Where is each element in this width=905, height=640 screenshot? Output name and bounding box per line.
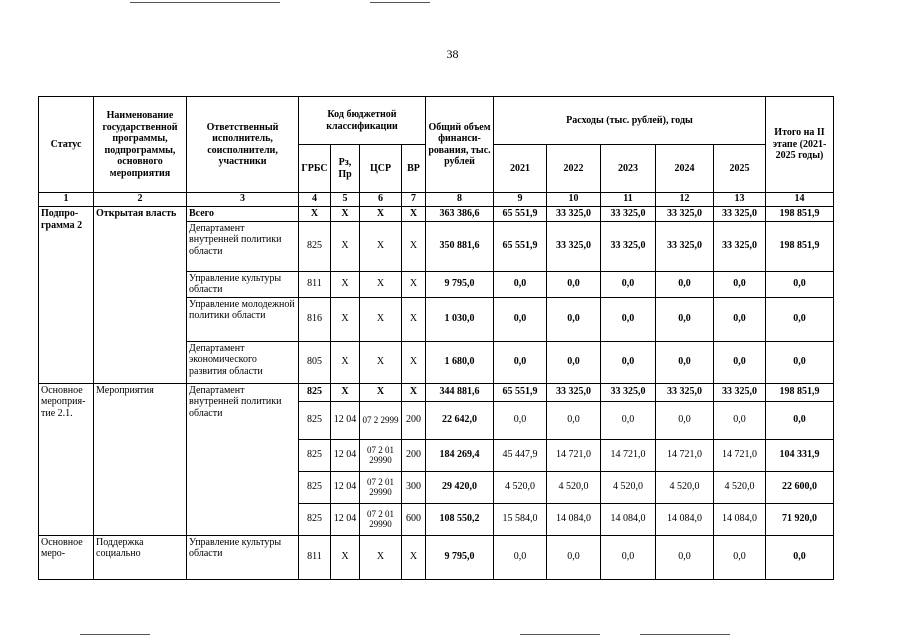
year-value-cell: 14 084,0 — [656, 503, 714, 535]
header-executor: Ответственный исполнитель, соисполнители, участники — [187, 97, 299, 193]
year-value-cell: 33 325,0 — [547, 221, 601, 271]
csr-cell: Х — [360, 535, 402, 579]
column-number: 5 — [331, 193, 360, 207]
grbs-cell: 805 — [299, 341, 331, 383]
year-value-cell: 0,0 — [714, 535, 766, 579]
year-value-cell: 14 721,0 — [547, 439, 601, 471]
year-value-cell: 65 551,9 — [494, 221, 547, 271]
column-number: 2 — [94, 193, 187, 207]
year-value-cell: 33 325,0 — [601, 221, 656, 271]
scan-edge-line — [370, 2, 430, 3]
year-value-cell: 33 325,0 — [547, 383, 601, 401]
status-cell: Основное мероприя-тие 2.1. — [39, 383, 94, 535]
total-cell: 363 386,6 — [426, 207, 494, 222]
vr-cell: 200 — [402, 401, 426, 439]
stage-total-cell: 0,0 — [766, 271, 834, 297]
rzpr-cell: Х — [331, 221, 360, 271]
executor-cell: Всего — [187, 207, 299, 222]
vr-cell: Х — [402, 221, 426, 271]
total-cell: 9 795,0 — [426, 271, 494, 297]
rzpr-cell: Х — [331, 297, 360, 341]
scan-edge-line — [520, 634, 600, 635]
executor-cell: Управление культуры области — [187, 535, 299, 579]
vr-cell: Х — [402, 271, 426, 297]
year-value-cell: 0,0 — [494, 271, 547, 297]
name-cell: Открытая власть — [94, 207, 187, 384]
year-value-cell: 0,0 — [494, 297, 547, 341]
rzpr-cell: 12 04 — [331, 439, 360, 471]
year-value-cell: 0,0 — [547, 297, 601, 341]
year-value-cell: 0,0 — [714, 401, 766, 439]
year-value-cell: 0,0 — [714, 271, 766, 297]
grbs-cell: 811 — [299, 535, 331, 579]
year-value-cell: 4 520,0 — [547, 471, 601, 503]
column-number: 12 — [656, 193, 714, 207]
grbs-cell: 811 — [299, 271, 331, 297]
year-value-cell: 0,0 — [656, 535, 714, 579]
grbs-cell: Х — [299, 207, 331, 222]
csr-cell: Х — [360, 207, 402, 222]
year-value-cell: 33 325,0 — [656, 383, 714, 401]
rzpr-cell: 12 04 — [331, 471, 360, 503]
executor-cell: Управление культуры области — [187, 271, 299, 297]
csr-cell: Х — [360, 271, 402, 297]
grbs-cell: 825 — [299, 221, 331, 271]
budget-table — [38, 96, 834, 580]
year-value-cell: 15 584,0 — [494, 503, 547, 535]
vr-cell: Х — [402, 297, 426, 341]
header-year-2021: 2021 — [494, 145, 547, 193]
csr-cell: 07 2 01 29990 — [360, 439, 402, 471]
year-value-cell: 0,0 — [547, 401, 601, 439]
year-value-cell: 45 447,9 — [494, 439, 547, 471]
vr-cell: 600 — [402, 503, 426, 535]
year-value-cell: 0,0 — [494, 535, 547, 579]
csr-cell: 07 2 01 29990 — [360, 503, 402, 535]
total-cell: 1 030,0 — [426, 297, 494, 341]
stage-total-cell: 71 920,0 — [766, 503, 834, 535]
header-expenses: Расходы (тыс. рублей), годы — [494, 97, 766, 145]
csr-cell: Х — [360, 221, 402, 271]
rzpr-cell: Х — [331, 271, 360, 297]
vr-cell: Х — [402, 383, 426, 401]
rzpr-cell: Х — [331, 207, 360, 222]
column-number: 1 — [39, 193, 94, 207]
total-cell: 184 269,4 — [426, 439, 494, 471]
year-value-cell: 33 325,0 — [714, 221, 766, 271]
rzpr-cell: Х — [331, 383, 360, 401]
column-number: 7 — [402, 193, 426, 207]
grbs-cell: 825 — [299, 503, 331, 535]
stage-total-cell: 22 600,0 — [766, 471, 834, 503]
scan-edge-line — [80, 634, 150, 635]
executor-cell: Департамент внутренней политики области — [187, 221, 299, 271]
header-status: Статус — [39, 97, 94, 193]
csr-cell: 07 2 01 29990 — [360, 471, 402, 503]
column-number: 9 — [494, 193, 547, 207]
year-value-cell: 33 325,0 — [601, 383, 656, 401]
year-value-cell: 14 084,0 — [601, 503, 656, 535]
stage-total-cell: 198 851,9 — [766, 221, 834, 271]
year-value-cell: 0,0 — [601, 535, 656, 579]
table-body — [39, 193, 834, 580]
csr-cell: 07 2 2999 — [360, 401, 402, 439]
stage-total-cell: 0,0 — [766, 297, 834, 341]
table-row — [39, 535, 834, 579]
csr-cell: Х — [360, 383, 402, 401]
scan-edge-line — [640, 634, 730, 635]
column-number: 11 — [601, 193, 656, 207]
year-value-cell: 0,0 — [494, 341, 547, 383]
year-value-cell: 33 325,0 — [547, 207, 601, 222]
year-value-cell: 65 551,9 — [494, 207, 547, 222]
year-value-cell: 0,0 — [656, 341, 714, 383]
vr-cell: 300 — [402, 471, 426, 503]
name-cell: Поддержка социально — [94, 535, 187, 579]
year-value-cell: 33 325,0 — [714, 383, 766, 401]
scan-edge-line — [130, 2, 280, 3]
stage-total-cell: 198 851,9 — [766, 383, 834, 401]
header-csr: ЦСР — [360, 145, 402, 193]
year-value-cell: 14 721,0 — [656, 439, 714, 471]
header-vr: ВР — [402, 145, 426, 193]
header-year-2023: 2023 — [601, 145, 656, 193]
year-value-cell: 65 551,9 — [494, 383, 547, 401]
grbs-cell: 816 — [299, 297, 331, 341]
table-row — [39, 207, 834, 222]
year-value-cell: 0,0 — [601, 401, 656, 439]
stage-total-cell: 0,0 — [766, 535, 834, 579]
year-value-cell: 0,0 — [601, 297, 656, 341]
year-value-cell: 33 325,0 — [656, 207, 714, 222]
column-number: 3 — [187, 193, 299, 207]
column-number: 6 — [360, 193, 402, 207]
grbs-cell: 825 — [299, 401, 331, 439]
year-value-cell: 0,0 — [547, 535, 601, 579]
page-number: 38 — [446, 47, 459, 61]
column-number: 8 — [426, 193, 494, 207]
total-cell: 9 795,0 — [426, 535, 494, 579]
header-total: Общий объем финанси-рования, тыс. рублей — [426, 97, 494, 193]
column-number-row — [39, 193, 834, 207]
year-value-cell: 14 084,0 — [547, 503, 601, 535]
rzpr-cell: 12 04 — [331, 503, 360, 535]
vr-cell: Х — [402, 207, 426, 222]
year-value-cell: 0,0 — [714, 297, 766, 341]
executor-cell: Управление молодежной политики области — [187, 297, 299, 341]
grbs-cell: 825 — [299, 383, 331, 401]
total-cell: 29 420,0 — [426, 471, 494, 503]
year-value-cell: 4 520,0 — [656, 471, 714, 503]
rzpr-cell: Х — [331, 341, 360, 383]
column-number: 14 — [766, 193, 834, 207]
header-rzpr: Рз, Пр — [331, 145, 360, 193]
vr-cell: Х — [402, 341, 426, 383]
total-cell: 350 881,6 — [426, 221, 494, 271]
column-number: 13 — [714, 193, 766, 207]
header-name: Наименование государственной программы, подпрограммы, основного мероприятия — [94, 97, 187, 193]
year-value-cell: 33 325,0 — [714, 207, 766, 222]
status-cell: Подпро-грамма 2 — [39, 207, 94, 384]
year-value-cell: 0,0 — [547, 271, 601, 297]
year-value-cell: 14 721,0 — [601, 439, 656, 471]
year-value-cell: 14 721,0 — [714, 439, 766, 471]
year-value-cell: 0,0 — [601, 341, 656, 383]
column-number: 10 — [547, 193, 601, 207]
total-cell: 344 881,6 — [426, 383, 494, 401]
year-value-cell: 0,0 — [547, 341, 601, 383]
total-cell: 22 642,0 — [426, 401, 494, 439]
total-cell: 108 550,2 — [426, 503, 494, 535]
table-row — [39, 383, 834, 401]
year-value-cell: 0,0 — [494, 401, 547, 439]
total-cell: 1 680,0 — [426, 341, 494, 383]
vr-cell: Х — [402, 535, 426, 579]
vr-cell: 200 — [402, 439, 426, 471]
stage-total-cell: 0,0 — [766, 401, 834, 439]
header-year-2024: 2024 — [656, 145, 714, 193]
rzpr-cell: 12 04 — [331, 401, 360, 439]
year-value-cell: 33 325,0 — [601, 207, 656, 222]
year-value-cell: 0,0 — [601, 271, 656, 297]
status-cell: Основное меро- — [39, 535, 94, 579]
executor-cell: Департамент экономического развития области — [187, 341, 299, 383]
csr-cell: Х — [360, 297, 402, 341]
column-number: 4 — [299, 193, 331, 207]
name-cell: Мероприятия — [94, 383, 187, 535]
header-year-2025: 2025 — [714, 145, 766, 193]
header-budget-code: Код бюджетной классификации — [299, 97, 426, 145]
year-value-cell: 0,0 — [656, 401, 714, 439]
rzpr-cell: Х — [331, 535, 360, 579]
year-value-cell: 0,0 — [656, 271, 714, 297]
csr-cell: Х — [360, 341, 402, 383]
year-value-cell: 0,0 — [656, 297, 714, 341]
header-grbs: ГРБС — [299, 145, 331, 193]
grbs-cell: 825 — [299, 439, 331, 471]
year-value-cell: 0,0 — [714, 341, 766, 383]
header-stage-total: Итого на II этапе (2021-2025 годы) — [766, 97, 834, 193]
grbs-cell: 825 — [299, 471, 331, 503]
stage-total-cell: 0,0 — [766, 341, 834, 383]
year-value-cell: 4 520,0 — [714, 471, 766, 503]
year-value-cell: 4 520,0 — [494, 471, 547, 503]
executor-cell: Департамент внутренней политики области — [187, 383, 299, 535]
header-year-2022: 2022 — [547, 145, 601, 193]
stage-total-cell: 198 851,9 — [766, 207, 834, 222]
year-value-cell: 14 084,0 — [714, 503, 766, 535]
year-value-cell: 4 520,0 — [601, 471, 656, 503]
stage-total-cell: 104 331,9 — [766, 439, 834, 471]
year-value-cell: 33 325,0 — [656, 221, 714, 271]
